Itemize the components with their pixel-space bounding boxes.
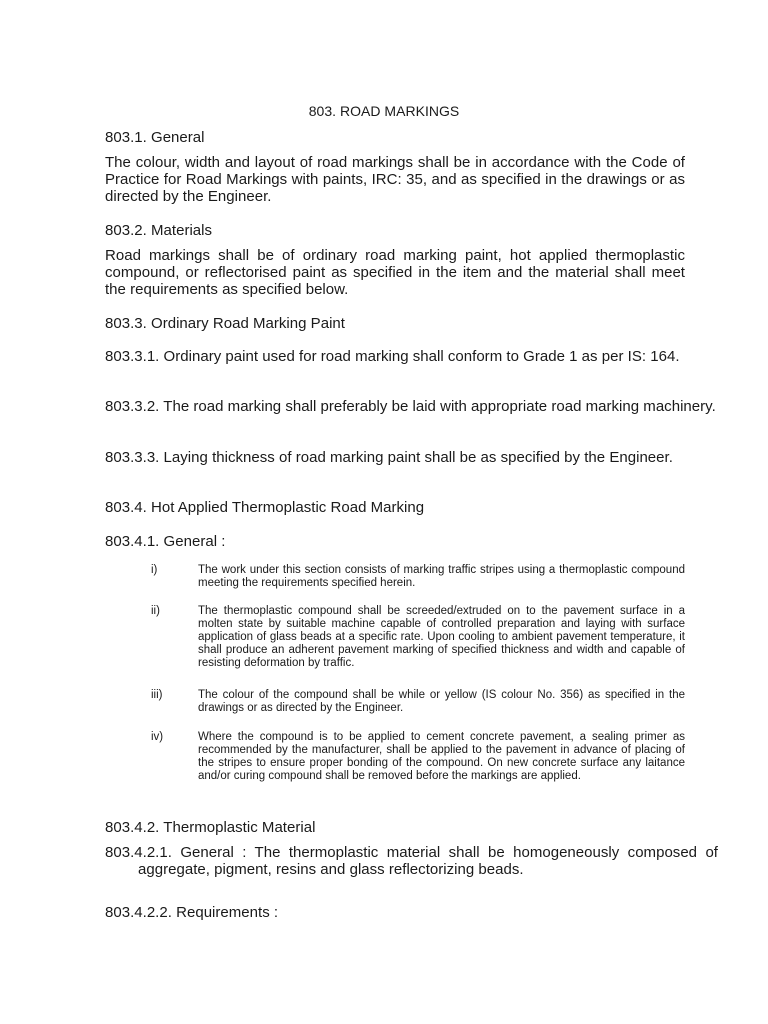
paragraph-803-1: The colour, width and layout of road markings shall be in accordance with the Code of Practice for Road Markings with paints, IRC: 35, and as specified in the drawings or as directed by the Engineer.	[105, 154, 685, 205]
list-item-text: Where the compound is to be applied to cement concrete pavement, a sealing primer as recommended by the manufacturer, shall be applied to the pavement in advance of placing of the stripes to ensure proper bonding of the compound. On new concrete surface any laitance and/or curing compound shall be removed before the markings are applied.	[198, 731, 685, 782]
paragraph-803-2: Road markings shall be of ordinary road marking paint, hot applied thermoplastic compound, or reflectorised paint as specified in the item and the material shall meet the requirements as specified below.	[105, 247, 685, 298]
paragraph-803-3-3: 803.3.3. Laying thickness of road marking paint shall be as specified by the Engineer.	[105, 449, 673, 466]
list-item-text: The colour of the compound shall be while or yellow (IS colour No. 356) as specified in the drawings or as directed by the Engineer.	[198, 689, 685, 714]
list-item-number: ii)	[151, 605, 160, 617]
list-item-text: The work under this section consists of marking traffic stripes using a thermoplastic compound meeting the requirements specified herein.	[198, 564, 685, 589]
heading-803-4-2: 803.4.2. Thermoplastic Material	[105, 819, 316, 836]
list-item-number: iii)	[151, 689, 163, 701]
heading-803-4: 803.4. Hot Applied Thermoplastic Road Marking	[105, 499, 425, 516]
heading-803-2: 803.2. Materials	[105, 222, 213, 239]
paragraph-803-3-2: 803.3.2. The road marking shall preferably be laid with appropriate road marking machinery.	[105, 398, 716, 415]
heading-803-4-2-2: 803.4.2.2. Requirements :	[105, 904, 279, 921]
list-item-number: i)	[151, 564, 158, 576]
heading-803-3: 803.3. Ordinary Road Marking Paint	[105, 315, 345, 332]
paragraph-803-3-1: 803.3.1. Ordinary paint used for road marking shall conform to Grade 1 as per IS: 164.	[105, 348, 680, 365]
heading-803-1: 803.1. General	[105, 129, 205, 146]
list-item-text: The thermoplastic compound shall be screeded/extruded on to the pavement surface in a molten state by suitable machine capable of controlled preparation and laying with surface application of glass beads at a specific rate. Upon cooling to ambient pavement temperature, it shall produce an adherent pavement marking of specified thickness and width and capable of resisting deformation by traffic.	[198, 605, 685, 669]
heading-803-4-1: 803.4.1. General :	[105, 533, 226, 550]
list-item-number: iv)	[151, 731, 164, 743]
paragraph-803-4-2-1: 803.4.2.1. General : The thermoplastic material shall be homogeneously composed of aggregate, pigment, resins and glass reflectorizing beads.	[105, 844, 718, 878]
page-title: 803. ROAD MARKINGS	[308, 103, 460, 119]
